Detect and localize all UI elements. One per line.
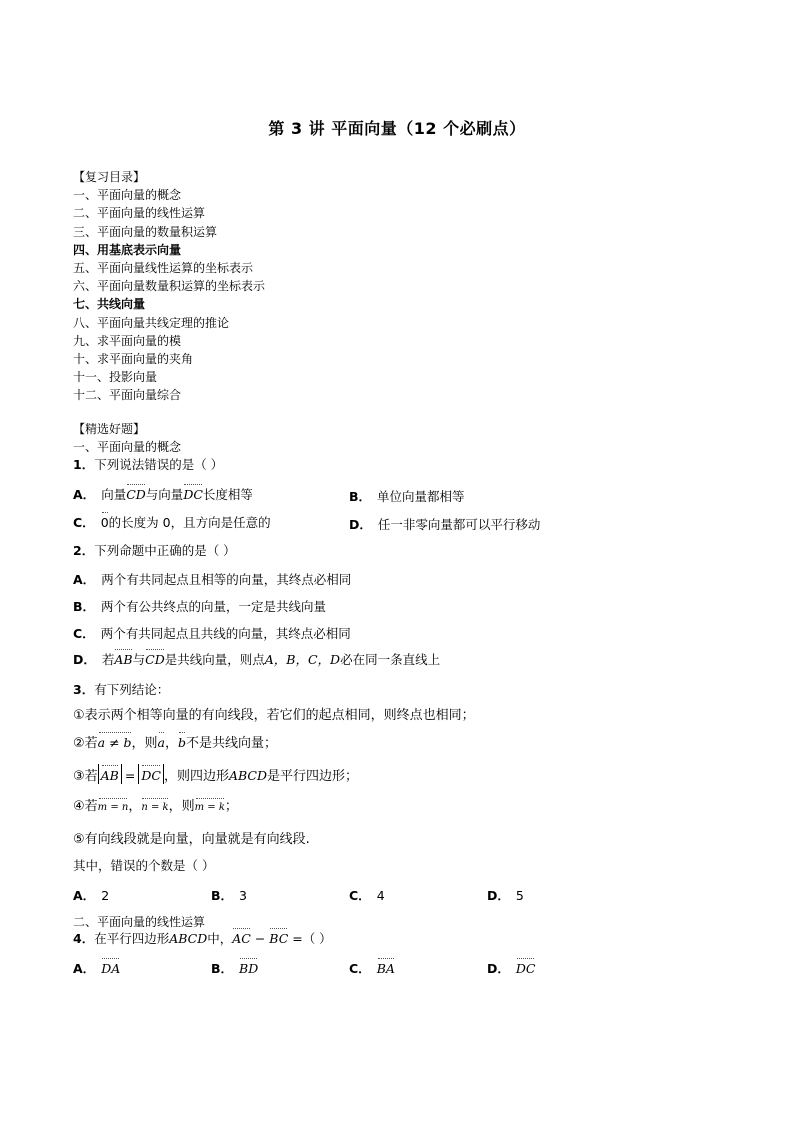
vector-ab: AB	[114, 648, 132, 667]
vector-bc: BC	[269, 927, 288, 946]
q1-option-d[interactable]: D． 任一非零向量都可以平行移动	[349, 517, 541, 532]
toc-item: 一、平面向量的概念	[73, 188, 182, 203]
q2-option-b[interactable]: B． 两个有公共终点的向量，一定是共线向量	[73, 599, 327, 614]
q2-option-d[interactable]: D． 若AB与CD是共线向量，则点A，B，C，D必在同一条直线上	[73, 648, 440, 668]
q1-option-a[interactable]: A． 向量CD与向量DC长度相等	[73, 483, 253, 503]
toc-item: 二、平面向量的线性运算	[73, 206, 206, 221]
abs-value: DC	[138, 764, 164, 784]
q4-option-a[interactable]: A． DA	[73, 957, 120, 977]
practice-header: 【精选好题】	[73, 422, 146, 436]
question-stem: 下列说法错误的是（ ）	[94, 457, 224, 472]
toc-header: 【复习目录】	[73, 170, 146, 184]
zero-vector: 0	[101, 511, 109, 530]
question-number: 3．	[73, 682, 95, 697]
toc-item: 九、求平面向量的模	[73, 333, 182, 348]
question-4: 4．在平行四边形ABCD中，AC − BC =（ ）	[73, 927, 332, 948]
vector-dc: DC	[516, 957, 536, 976]
statement-1: ①表示两个相等向量的有向线段，若它们的起点相同，则终点也相同；	[73, 708, 475, 723]
q3-option-c[interactable]: C． 4	[349, 888, 385, 903]
q1-option-b[interactable]: B． 单位向量都相等	[349, 489, 465, 504]
q2-option-c[interactable]: C． 两个有共同起点且共线的向量，其终点必相同	[73, 626, 351, 641]
question-1	[73, 456, 223, 474]
q4-option-c[interactable]: C． BA	[349, 957, 395, 977]
q4-option-d[interactable]: D． DC	[487, 957, 535, 977]
inequality-math: a ≠ b	[98, 731, 132, 750]
vector-da: DA	[101, 957, 120, 976]
toc-item: 八、平面向量共线定理的推论	[73, 315, 230, 330]
question-2	[73, 542, 236, 560]
question-3-stem: 其中，错误的个数是（ ）	[73, 858, 215, 873]
statement-2: ②若a ≠ b，则a，b不是共线向量；	[73, 731, 277, 753]
statement-5: ⑤有向线段就是向量，向量就是有向线段.	[73, 832, 310, 847]
toc-item: 十、求平面向量的夹角	[73, 352, 194, 367]
question-number: 4．	[73, 931, 95, 946]
statement-4: ④若m = n，n = k，则m = k；	[73, 799, 238, 814]
vector-cd: CD	[145, 648, 165, 667]
vector-dc: DC	[183, 483, 203, 502]
section-heading: 二、平面向量的线性运算	[73, 915, 206, 929]
vector-cd: CD	[126, 483, 146, 502]
vector-bd: BD	[239, 957, 258, 976]
toc-item: 十二、平面向量综合	[73, 388, 182, 403]
vector-ac: AC	[232, 927, 251, 946]
statement-3: ③若 AB = DC ，则四边形ABCD是平行四边形；	[73, 764, 358, 786]
q3-option-d[interactable]: D． 5	[487, 888, 524, 903]
q3-option-a[interactable]: A． 2	[73, 888, 110, 903]
page-title: 第 3 讲 平面向量（12 个必刷点）	[268, 119, 526, 138]
toc-item: 十一、投影向量	[73, 370, 158, 385]
section-heading: 一、平面向量的概念	[73, 440, 182, 454]
toc-item: 七、共线向量	[73, 297, 146, 312]
q3-option-b[interactable]: B． 3	[211, 888, 247, 903]
review-toc	[73, 168, 265, 405]
toc-item: 六、平面向量数量积运算的坐标表示	[73, 279, 266, 294]
abs-value: AB	[98, 764, 122, 784]
toc-item: 五、平面向量线性运算的坐标表示	[73, 261, 254, 276]
toc-item: 三、平面向量的数量积运算	[73, 224, 218, 239]
q1-option-c[interactable]: C． 0的长度为 0，且方向是任意的	[73, 511, 271, 531]
q2-option-a[interactable]: A． 两个有共同起点且相等的向量，其终点必相同	[73, 572, 352, 587]
toc-item: 四、用基底表示向量	[73, 242, 182, 257]
question-3	[73, 681, 169, 699]
question-stem: 下列命题中正确的是（ ）	[94, 543, 236, 558]
q4-option-b[interactable]: B． BD	[211, 957, 258, 977]
question-number: 1．	[73, 457, 95, 472]
question-number: 2．	[73, 543, 95, 558]
question-stem: 有下列结论：	[94, 682, 170, 697]
vector-ba: BA	[377, 957, 395, 976]
